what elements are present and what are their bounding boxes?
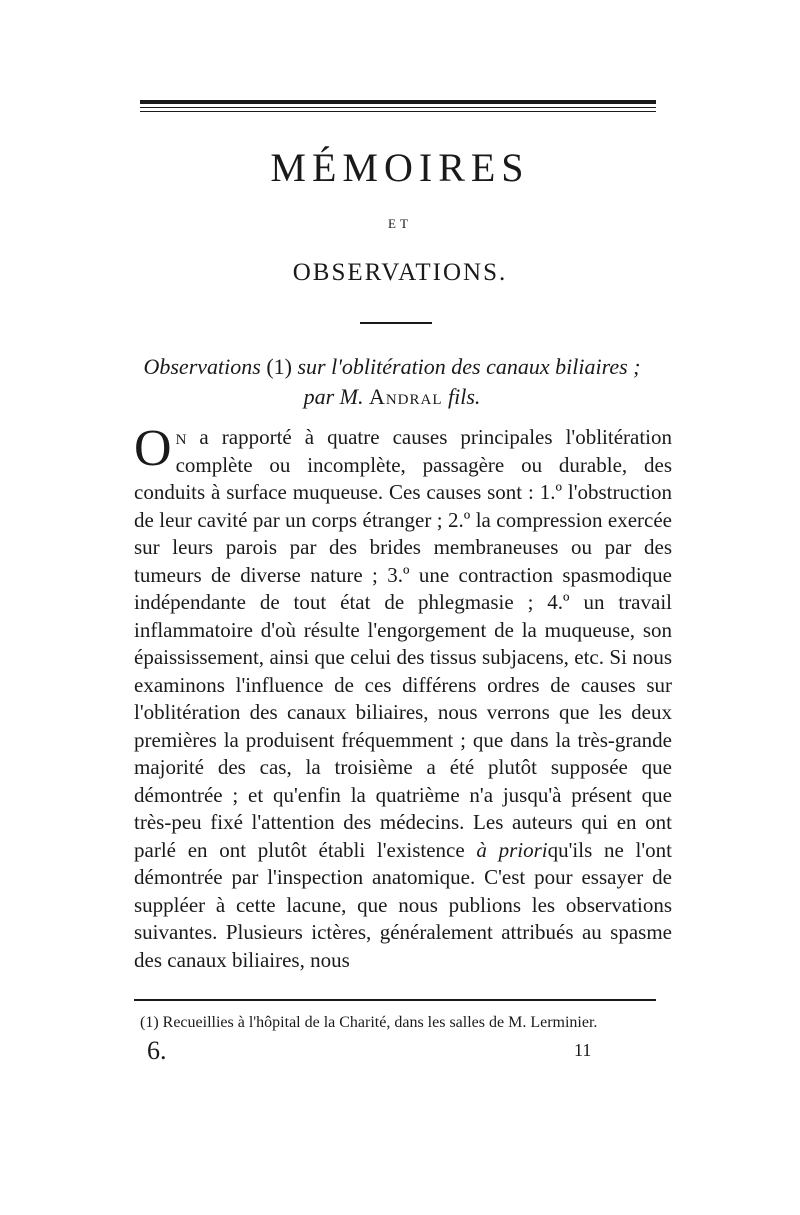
section-conjunction: ET: [388, 216, 412, 231]
footnote: (1) Recueillies à l'hôpital de la Charité, dans les salles de M. Lerminier.: [140, 1014, 598, 1031]
footnote-reference: (1): [266, 354, 292, 379]
signature-number: 6.: [147, 1036, 167, 1065]
article-body: [134, 420, 672, 974]
article-title-word: Observations: [143, 354, 261, 379]
author-suffix: fils.: [448, 384, 481, 409]
footnote-rule: [134, 999, 656, 1001]
drop-cap: O: [134, 420, 172, 477]
author-name: Andral: [368, 384, 443, 409]
article-title-rest: sur l'oblitération des canaux biliaires ;: [297, 354, 641, 379]
section-title: MÉMOIRES: [270, 145, 530, 190]
signature-mark: 11: [574, 1040, 592, 1060]
lead-smallcaps: n: [175, 425, 187, 449]
header-double-rule: [140, 100, 656, 114]
body-text-1: a rapporté à quatre causes principales l'oblitération complète ou incomplète, passagère ou durable, des conduits à surface muqueuse. Ces causes sont : 1.º l'obstruction de leur cavité par un corps étranger ; 2.º la compression exercée sur leurs parois par des brides membraneuses ou par des tumeurs de diverse nature ; 3.º une contraction spasmodique indépendante de tout état de phlegmasie ; 4.º un travail inflammatoire d'où résulte l'engorgement de la muqueuse, son épaississement, ainsi que celui des tissus subjacens, etc. Si nous examinons l'influence de ces différens ordres de causes sur l'oblitération des canaux biliaires, nous verrons que les deux premières la produisent fréquemment ; que dans la très-grande majorité des cas, la troisième a été plutôt supposée que démontrée ; et qu'enfin la quatrième n'a jusqu'à présent que très-peu fixé l'attention des médecins. Les auteurs qui en ont parlé en ont plutôt établi l'existence: [134, 425, 672, 862]
article-title: [124, 352, 660, 412]
section-subtitle: OBSERVATIONS.: [292, 259, 508, 286]
title-divider: [360, 322, 432, 324]
body-text-2: qu'ils ne l'ont démontrée par l'inspection anatomique. C'est pour essayer de suppléer à cette lacune, que nous publions les observations suivantes. Plusieurs ictères, généralement attribués au spasme des canaux biliaires, nous: [134, 837, 672, 972]
byline-prefix: par M.: [303, 384, 364, 409]
body-italic: à priori: [476, 837, 548, 862]
